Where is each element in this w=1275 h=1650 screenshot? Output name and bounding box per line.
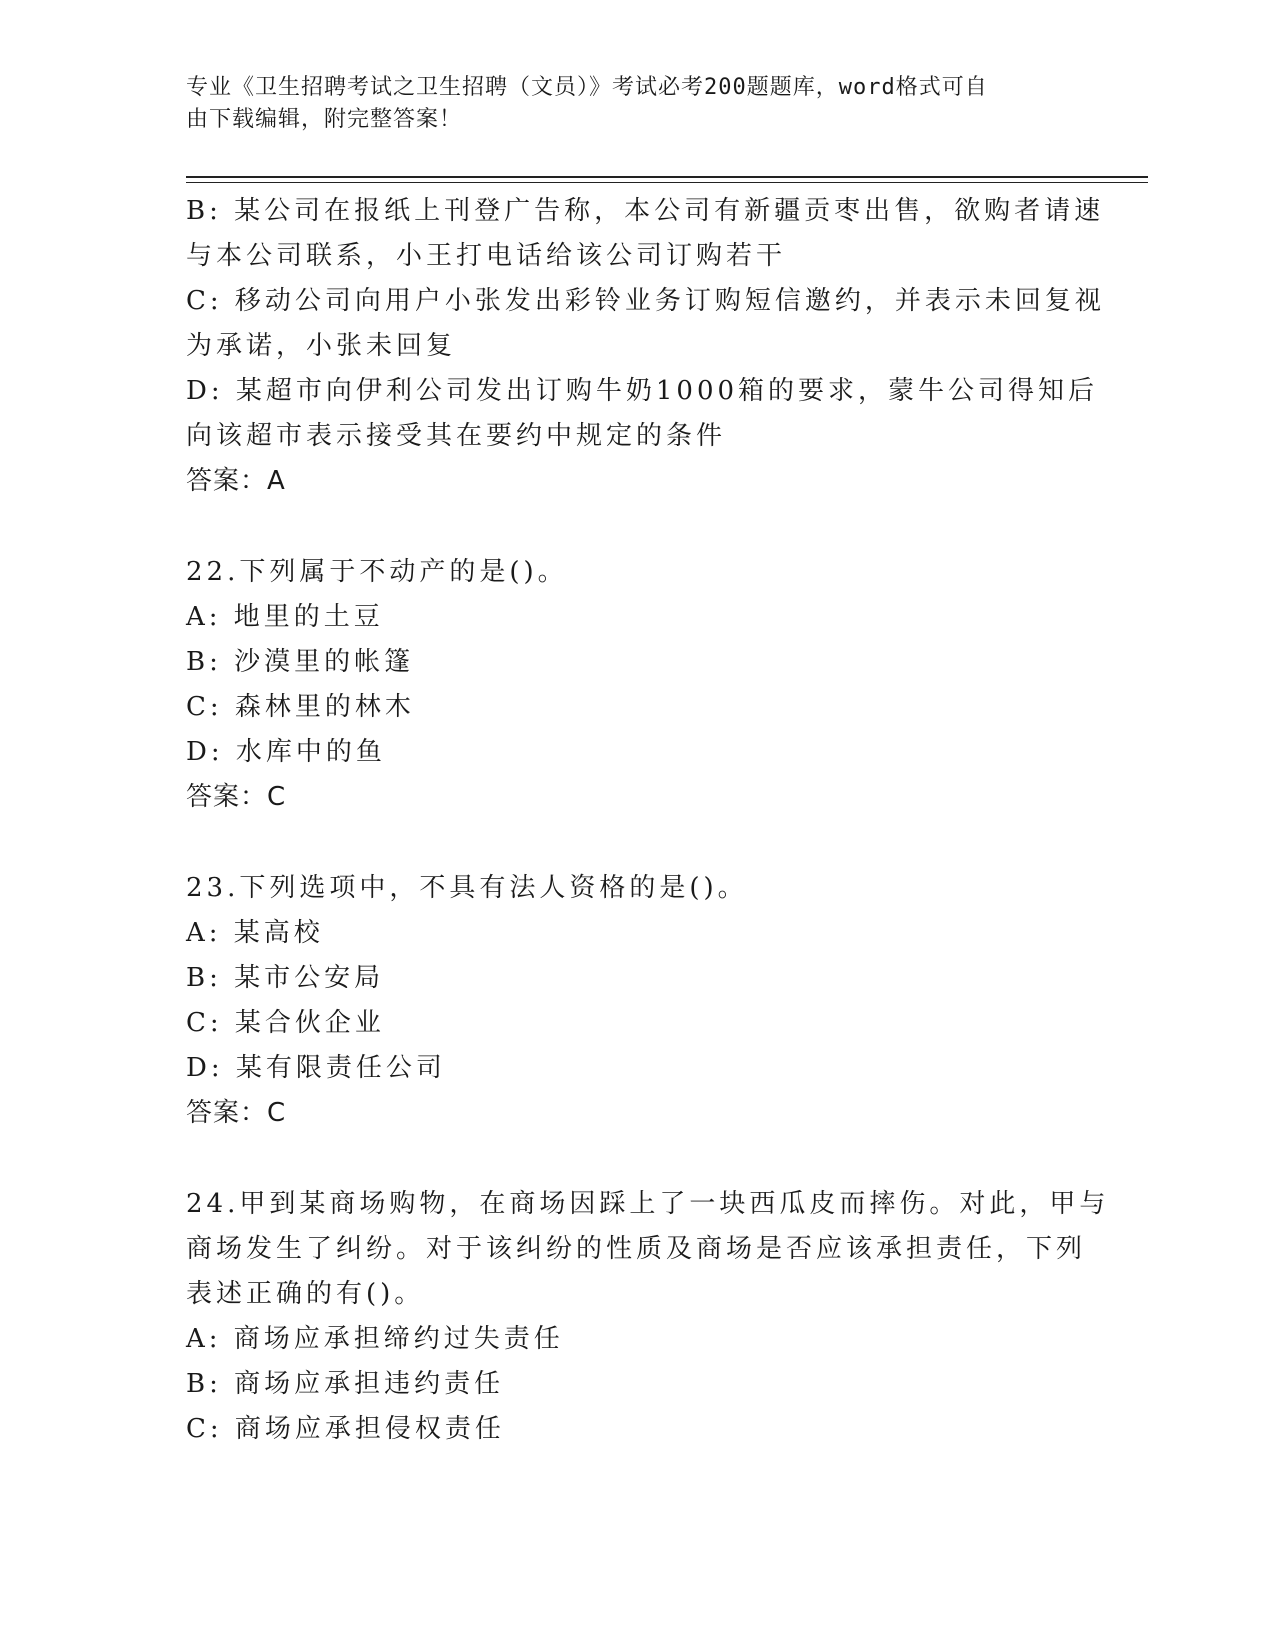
- question-24: [186, 1182, 1110, 1452]
- option-d: D: 水库中的鱼: [186, 737, 386, 767]
- document-header: [186, 72, 1066, 136]
- option-d: D: 某有限责任公司: [186, 1053, 446, 1083]
- header-rule-thin: [186, 182, 1148, 183]
- option-a: A: 某高校: [186, 918, 324, 948]
- question-24-text-line-1: 24.甲到某商场购物，在商场因踩上了一块西瓜皮而摔伤。对此，甲与: [186, 1189, 1110, 1219]
- answer-23: 答案：C: [186, 1098, 287, 1128]
- question-21-tail: [186, 189, 1105, 504]
- option-c: C: 某合伙企业: [186, 1008, 385, 1038]
- header-line-2: 由下载编辑，附完整答案！: [186, 107, 463, 132]
- header-rule-thick: [186, 176, 1148, 178]
- spacer: [186, 1136, 1066, 1182]
- option-c: C: 森林里的林木: [186, 692, 415, 722]
- option-b-line-1: B: 某公司在报纸上刊登广告称，本公司有新疆贡枣出售，欲购者请速: [186, 196, 1105, 226]
- option-d-line-1: D: 某超市向伊利公司发出订购牛奶1000箱的要求，蒙牛公司得知后: [186, 376, 1099, 406]
- option-b: B: 沙漠里的帐篷: [186, 647, 415, 677]
- option-c-line-1: C: 移动公司向用户小张发出彩铃业务订购短信邀约，并表示未回复视: [186, 286, 1105, 316]
- question-22-text: 22.下列属于不动产的是()。: [186, 557, 568, 587]
- option-d-line-2: 向该超市表示接受其在要约中规定的条件: [186, 421, 727, 451]
- question-22: [186, 550, 1066, 820]
- option-b-line-2: 与本公司联系，小王打电话给该公司订购若干: [186, 241, 787, 271]
- option-c: C: 商场应承担侵权责任: [186, 1414, 505, 1444]
- spacer: [186, 504, 1066, 550]
- header-line-1: 专业《卫生招聘考试之卫生招聘（文员）》考试必考200题题库，word格式可自: [186, 75, 988, 100]
- option-a: A: 地里的土豆: [186, 602, 384, 632]
- question-list: [186, 189, 1110, 1452]
- option-b: B: 商场应承担违约责任: [186, 1369, 505, 1399]
- question-23-text: 23.下列选项中，不具有法人资格的是()。: [186, 873, 748, 903]
- option-b: B: 某市公安局: [186, 963, 385, 993]
- question-23: [186, 866, 1066, 1136]
- question-24-text-line-2: 商场发生了纠纷。对于该纠纷的性质及商场是否应该承担责任，下列: [186, 1234, 1087, 1264]
- option-c-line-2: 为承诺，小张未回复: [186, 331, 457, 361]
- question-24-text-line-3: 表述正确的有()。: [186, 1279, 425, 1309]
- answer-22: 答案：C: [186, 782, 287, 812]
- option-a: A: 商场应承担缔约过失责任: [186, 1324, 564, 1354]
- spacer: [186, 820, 1066, 866]
- answer-21: 答案：A: [186, 466, 286, 496]
